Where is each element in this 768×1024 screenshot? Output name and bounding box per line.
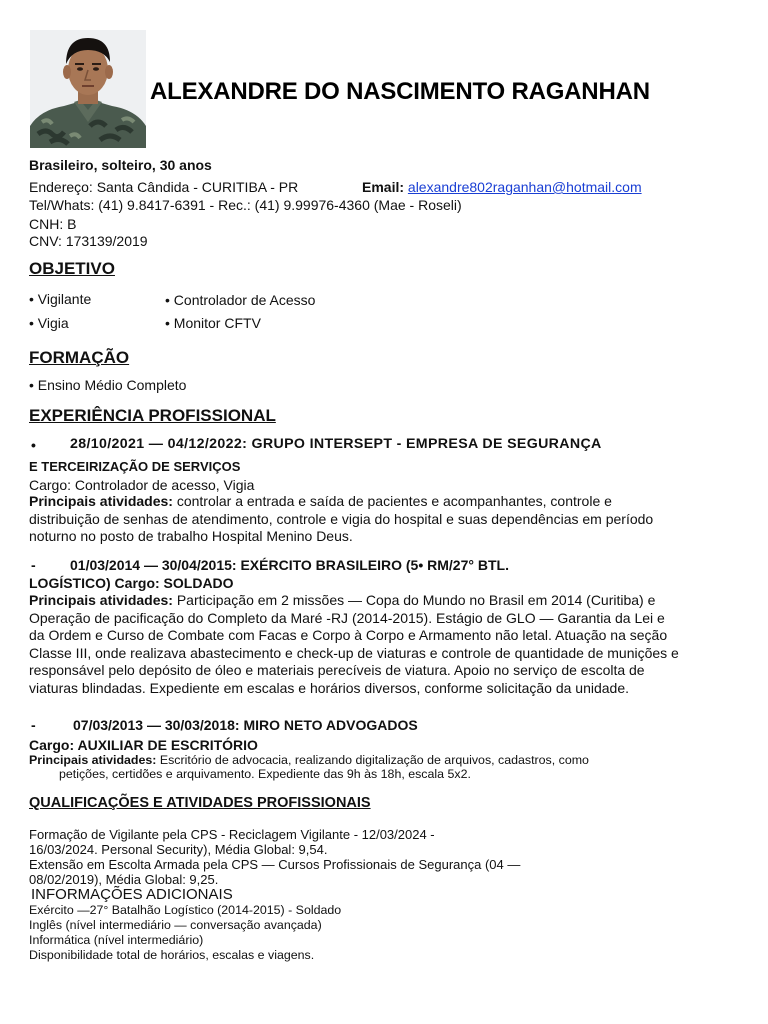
objective-item: • Monitor CFTV	[165, 315, 261, 331]
candidate-name: ALEXANDRE DO NASCIMENTO RAGANHAN	[150, 78, 650, 105]
objective-item: • Vigia	[29, 315, 69, 331]
job-activities-label: Principais atividades:	[29, 493, 173, 509]
section-title-adicionais: INFORMAÇÕES ADICIONAIS	[31, 886, 233, 903]
job-activities-text: Escritório de advocacia, realizando digitalização de arquivos, cadastros, como	[156, 753, 589, 767]
section-title-formacao: FORMAÇÃO	[29, 348, 130, 367]
cnv: CNV: 173139/2019	[29, 233, 148, 249]
job-heading-cont: E TERCEIRIZAÇÃO DE SERVIÇOS	[29, 459, 241, 474]
qualification-line: Formação de Vigilante pela CPS - Reciclagem Vigilante - 12/03/2024 -	[29, 827, 435, 842]
additional-info-line: Informática (nível intermediário)	[29, 933, 204, 947]
email-link[interactable]: alexandre802raganhan@hotmail.com	[407, 179, 642, 195]
job-description-cont: petições, certidões e arquivamento. Expediente das 9h às 18h, escala 5x2.	[59, 767, 471, 781]
address: Endereço: Santa Cândida - CURITIBA - PR	[29, 179, 299, 195]
section-title-qualificacoes: QUALIFICAÇÕES E ATIVIDADES PROFISSIONAIS	[29, 795, 371, 811]
additional-info-line: Exército —27° Batalhão Logístico (2014-2015) - Soldado	[29, 903, 342, 917]
job-cargo: Cargo: Controlador de acesso, Vigia	[29, 477, 255, 493]
job-activities-text: controlar a entrada e saída de pacientes e acompanhantes, controle e distribuição de senhas de atendimento, controle e vigia do hospital e suas dependências em período noturno no posto de trabalho Hospital Menino Deus.	[29, 493, 654, 544]
job-activities-text: Participação em 2 missões — Copa do Mundo no Brasil em 2014 (Curitiba) e Operação de pacificação do Completo da Maré -RJ (2014-2015). Estágio de GLO — Garantia da Lei e da Ordem e Curso de Combate com Facas e Corpo à Corpo e Armamento não letal. Atuação na seção Classe III, onde realizava abastecimento e check-up de viaturas e controle de quantidade de munições e responsável pelo depósito de óleo e materiais perecíveis de viatura. Apoio no serviço de escolta de viaturas blindadas. Expediente em escalas e horários diversos, conforme solicitação da unidade.	[29, 592, 679, 696]
job-bullet: -	[31, 717, 36, 733]
job-bullet: •	[31, 437, 36, 453]
profile-photo	[30, 30, 146, 148]
section-title-experiencia: EXPERIÊNCIA PROFISSIONAL	[29, 406, 276, 425]
qualification-line: 08/02/2019), Média Global: 9,25.	[29, 872, 219, 887]
job-description	[29, 592, 679, 697]
qualification-line: Extensão em Escolta Armada pela CPS — Cursos Profissionais de Segurança (04 —	[29, 857, 521, 872]
objective-item: • Vigilante	[29, 291, 92, 307]
qualification-line: 16/03/2024. Personal Security), Média Global: 9,54.	[29, 842, 328, 857]
job-activities-label: Principais atividades:	[29, 592, 173, 608]
education-item: • Ensino Médio Completo	[29, 377, 187, 393]
phones: Tel/Whats: (41) 9.8417-6391 - Rec.: (41) 9.99976-4360 (Mae - Roseli)	[29, 197, 462, 213]
job-heading: 01/03/2014 — 30/04/2015: EXÉRCITO BRASILEIRO (5• RM/27° BTL.	[70, 557, 509, 573]
additional-info-line: Disponibilidade total de horários, escalas e viagens.	[29, 948, 315, 962]
email-label: Email:	[362, 179, 405, 195]
job-bullet: -	[31, 557, 36, 573]
section-title-objetivo: OBJETIVO	[29, 259, 115, 278]
personal-info: Brasileiro, solteiro, 30 anos	[29, 157, 212, 173]
job-description	[29, 493, 679, 546]
additional-info-line: Inglês (nível intermediário — conversação avançada)	[29, 918, 322, 932]
cnh: CNH: B	[29, 216, 77, 232]
job-heading: 28/10/2021 — 04/12/2022: GRUPO INTERSEPT - EMPRESA DE SEGURANÇA	[70, 436, 602, 452]
job-heading-cont: Cargo: AUXILIAR DE ESCRITÓRIO	[29, 737, 258, 753]
objective-item: • Controlador de Acesso	[165, 292, 316, 308]
email-line	[362, 179, 642, 195]
job-heading: 07/03/2013 — 30/03/2018: MIRO NETO ADVOGADOS	[73, 717, 418, 733]
job-heading-cont: LOGÍSTICO) Cargo: SOLDADO	[29, 575, 234, 591]
job-activities-label: Principais atividades:	[29, 753, 157, 767]
job-description	[29, 753, 589, 767]
